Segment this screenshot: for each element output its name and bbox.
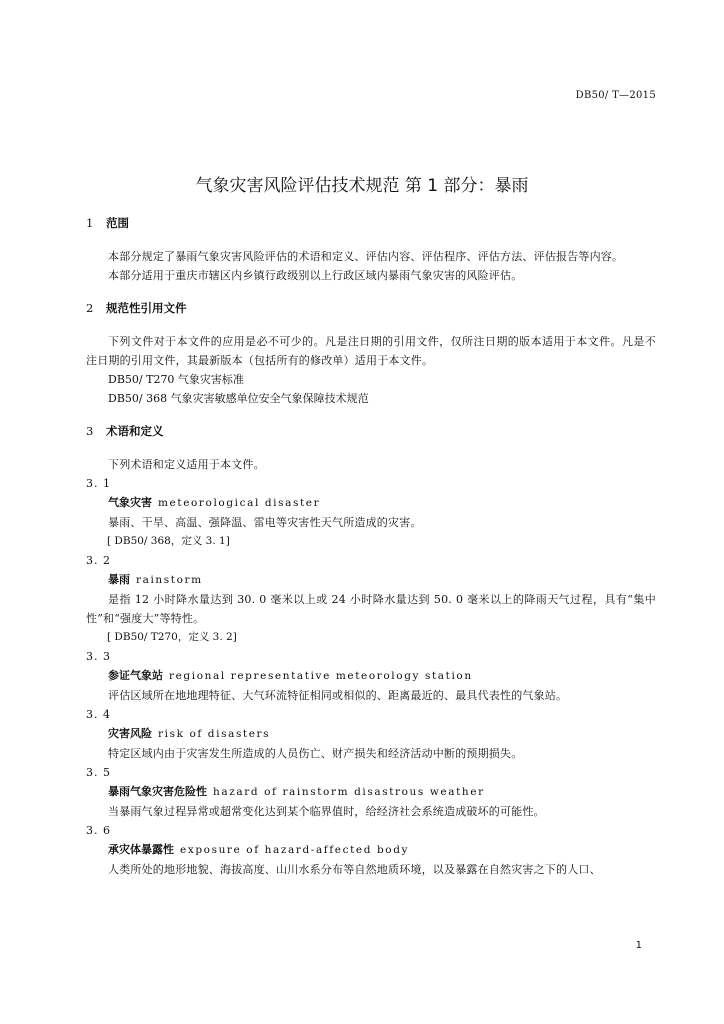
document-title: 气象灾害风险评估技术规范 第 1 部分：暴雨	[195, 176, 529, 197]
reference-item: DB50/ 368 气象灾害敏感单位安全气象保障技术规范	[108, 392, 369, 405]
term-english: risk of disasters	[158, 728, 271, 740]
term-english: rainstorm	[136, 574, 203, 586]
paragraph: 下列术语和定义适用于本文件。	[108, 458, 265, 471]
term-heading	[86, 570, 656, 590]
term-heading	[86, 493, 656, 513]
term-number: 3. 1	[86, 477, 111, 490]
section-heading-scope	[86, 214, 656, 233]
paragraph: 本部分规定了暴雨气象灾害风险评估的术语和定义、评估内容、评估程序、评估方法、评估报告等内容。	[108, 250, 624, 263]
term-chinese: 暴雨	[108, 573, 130, 586]
term-english: hazard of rainstorm disastrous weather	[213, 786, 485, 798]
paragraph: 本部分适用于重庆市辖区内乡镇行政级别以上行政区域内暴雨气象灾害的风险评估。	[108, 269, 523, 282]
term-heading	[86, 782, 656, 802]
paragraph: 下列文件对于本文件的应用是必不可少的。凡是注日期的引用文件，仅所注日期的版本适用于本文件。凡是不注日期的引用文件，其最新版本（包括所有的修改单）适用于本文件。	[86, 335, 656, 367]
term-number: 3. 3	[86, 650, 111, 663]
term-heading	[86, 724, 656, 744]
term-chinese: 气象灾害	[108, 496, 152, 509]
section-heading-terms	[86, 422, 656, 441]
term-chinese: 承灾体暴露性	[108, 843, 174, 856]
section-title: 范围	[106, 216, 129, 230]
term-definition: 特定区域内由于灾害发生所造成的人员伤亡、财产损失和经济活动中断的预期损失。	[108, 747, 523, 760]
term-definition: 人类所处的地形地貌、海拔高度、山川水系分布等自然地质环境，以及暴露在自然灾害之下的人口、	[108, 863, 601, 876]
section-heading-normative-references	[86, 299, 656, 318]
term-english: meteorological disaster	[158, 497, 321, 509]
term-chinese: 暴雨气象灾害危险性	[108, 785, 207, 798]
term-definition: 暴雨、干旱、高温、强降温、雷电等灾害性天气所造成的灾害。	[108, 516, 422, 529]
term-definition: 评估区域所在地地理特征、大气环流特征相同或相似的、距离最近的、最具代表性的气象站。	[108, 689, 568, 702]
term-definition: 当暴雨气象过程异常或超常变化达到某个临界值时，给经济社会系统造成破坏的可能性。	[108, 805, 545, 818]
document-body	[86, 214, 656, 879]
term-source: [ DB50/ 368，定义 3. 1]	[107, 535, 230, 547]
section-number: 3	[86, 424, 94, 438]
term-definition: 是指 12 小时降水量达到 30. 0 毫米以上或 24 小时降水量达到 50. 0 毫米以上的降雨天气过程，具有“集中性”和“强度大”等特性。	[86, 593, 656, 625]
section-number: 2	[86, 301, 94, 315]
term-chinese: 灾害风险	[108, 727, 152, 740]
term-english: exposure of hazard-affected body	[180, 844, 410, 856]
page-number: 1	[635, 940, 642, 951]
section-title: 规范性引用文件	[106, 301, 187, 315]
term-heading	[86, 840, 656, 860]
term-number: 3. 6	[86, 824, 111, 837]
term-source: [ DB50/ T270，定义 3. 2]	[107, 631, 237, 643]
term-number: 3. 2	[86, 554, 111, 567]
reference-item: DB50/ T270 气象灾害标准	[108, 373, 244, 386]
term-number: 3. 4	[86, 708, 111, 721]
term-chinese: 参证气象站	[108, 669, 163, 682]
term-heading	[86, 666, 656, 686]
term-english: regional representative meteorology station	[169, 670, 473, 682]
section-number: 1	[86, 216, 94, 230]
section-title: 术语和定义	[106, 424, 164, 438]
document-code: DB50/ T—2015	[575, 90, 656, 101]
term-number: 3. 5	[86, 766, 111, 779]
